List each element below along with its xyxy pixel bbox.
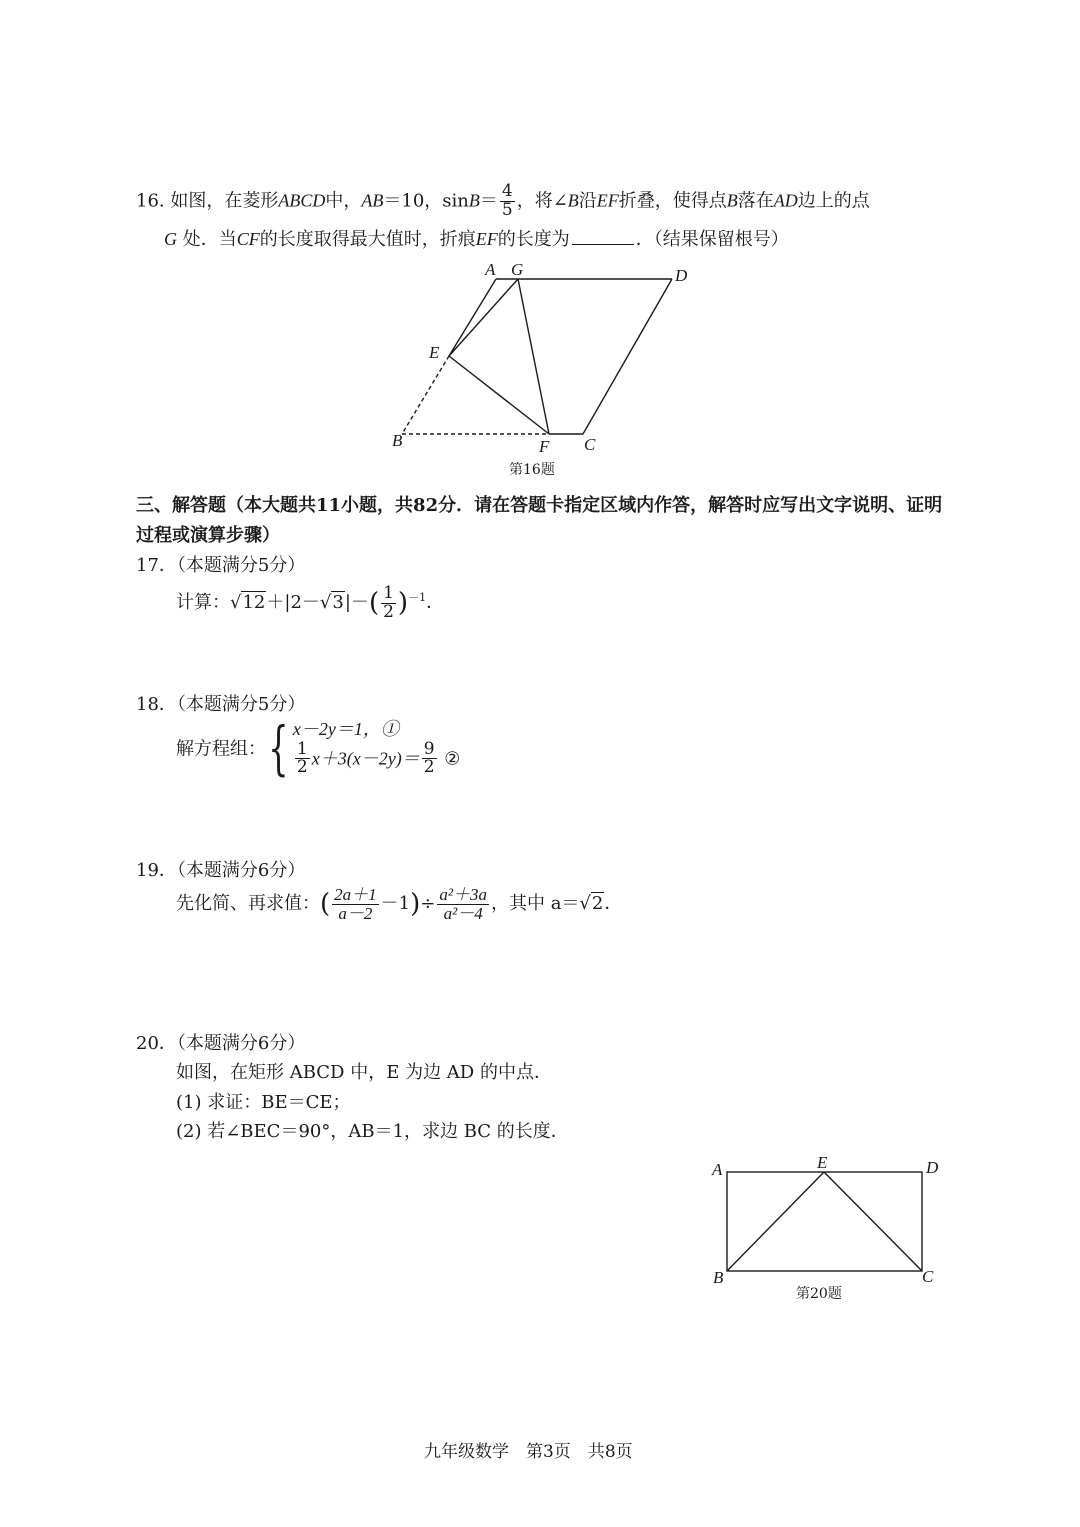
q19-text: －1 <box>380 893 411 914</box>
frac-num: 1 <box>383 582 394 603</box>
q16-caption: 第16题 <box>509 462 555 478</box>
radicand: 12 <box>242 592 266 613</box>
q16-text: ．（结果保留根号） <box>635 229 789 250</box>
segment-EC <box>824 1172 922 1271</box>
segment-EF <box>449 356 549 434</box>
q16-var: EF <box>596 190 619 211</box>
q16-text: 边上的点 <box>797 190 870 212</box>
frac-den: 2 <box>423 757 435 778</box>
label-C: C <box>584 435 596 454</box>
q16-text: 的长度为 <box>497 229 570 250</box>
q16-var: B <box>468 190 480 211</box>
q19-end: ． <box>604 893 623 914</box>
q16-text: 落在 <box>737 190 774 212</box>
q20-caption: 第20题 <box>796 1286 842 1302</box>
answer-blank[interactable] <box>572 228 634 245</box>
eq2-fraction <box>295 738 310 778</box>
q20-line1: 如图，在矩形 ABCD 中，E 为边 AD 的中点． <box>176 1062 552 1083</box>
frac-num: 2a＋1 <box>334 884 377 904</box>
q20-figure <box>705 1150 950 1290</box>
label-F: F <box>539 437 550 456</box>
frac-den: 2 <box>383 601 394 622</box>
brace: { <box>268 713 289 782</box>
page-footer: 九年级数学 第3页 共8页 <box>424 1442 633 1462</box>
segment-GF <box>518 279 549 434</box>
q16-fraction <box>500 183 515 220</box>
q20-line2: (1) 求证：BE＝CE； <box>176 1092 351 1113</box>
q16-var: EF <box>475 229 498 249</box>
q17-text: |－ <box>344 592 369 613</box>
frac-num: 9 <box>423 738 435 759</box>
q16-text: 如图，在菱形 <box>170 190 279 212</box>
radicand: 2 <box>591 893 604 914</box>
q19-fraction-2 <box>437 886 489 923</box>
segment-AE <box>449 279 496 356</box>
q16-var: AB <box>361 190 384 211</box>
q16-var: CF <box>236 229 260 249</box>
sqrt-3: √3 <box>319 592 344 613</box>
divide-sign: ÷ <box>420 893 436 914</box>
q16-var: B <box>726 190 738 211</box>
q19-condition: ，其中 a＝ <box>490 893 580 914</box>
q16-text: 处．当 <box>182 229 237 250</box>
section3-line2: 过程或演算步骤） <box>136 525 280 546</box>
q16-text: 沿 <box>578 190 597 212</box>
sqrt-2: √2 <box>579 893 604 914</box>
q17-end: ． <box>426 592 445 613</box>
q16-var: B <box>567 190 579 211</box>
eq2-mark: ② <box>444 747 461 769</box>
q20-header: 20．（本题满分6分） <box>136 1033 306 1054</box>
label-E: E <box>429 343 440 362</box>
frac-num: a²＋3a <box>439 884 487 904</box>
frac-den: a²－4 <box>443 903 483 923</box>
eq2-body: x＋3(x－2y)＝ <box>311 747 420 768</box>
segment-BE <box>727 1172 824 1271</box>
q16-var: ABCD <box>278 190 326 211</box>
frac-den: a－2 <box>338 903 373 923</box>
equation-system <box>293 718 461 777</box>
label-A: A <box>712 1160 723 1179</box>
label-B: B <box>713 1268 724 1287</box>
sqrt-12: √12 <box>230 592 266 613</box>
q16-var: G <box>164 229 177 249</box>
left-paren: ( <box>368 588 380 618</box>
label-G: G <box>511 260 524 279</box>
label-C: C <box>922 1267 934 1286</box>
q16-frac-num: 4 <box>501 181 513 201</box>
q19-fraction-1 <box>332 886 379 923</box>
segment-EG <box>449 279 518 356</box>
q16-text: 的长度取得最大值时，折痕 <box>259 229 476 250</box>
q16-text: ，将∠ <box>516 190 568 212</box>
q19-prefix: 先化简、再求值： <box>176 893 320 914</box>
q20-line3: (2) 若∠BEC＝90°，AB＝1，求边 BC 的长度． <box>176 1121 569 1142</box>
label-D: D <box>926 1158 939 1177</box>
q16-text: ＝ <box>479 190 498 212</box>
segment-DC <box>583 279 672 434</box>
q16-line1 <box>136 183 870 223</box>
q18-prefix: 解方程组： <box>176 738 266 760</box>
segment-EB <box>402 356 449 434</box>
label-D: D <box>675 266 688 285</box>
q18-header: 18．（本题满分5分） <box>136 694 306 715</box>
q16-figure <box>380 255 710 460</box>
q16-text: 中， <box>325 190 362 212</box>
q19-header: 19．（本题满分6分） <box>136 860 306 881</box>
frac-num: 1 <box>296 738 308 759</box>
label-E: E <box>817 1153 828 1172</box>
exponent: －1 <box>408 591 427 604</box>
q16-var: AD <box>773 190 798 211</box>
q17-expression <box>176 581 444 621</box>
q16-text: ＝10，sin <box>383 190 469 212</box>
q17-text: ＋|2－ <box>266 592 320 613</box>
eq2-rhs <box>422 738 437 778</box>
rectangle-ABCD <box>727 1172 922 1271</box>
q16-line2 <box>164 225 789 251</box>
equation-2 <box>293 738 461 778</box>
q16-frac-den: 5 <box>501 199 513 220</box>
equation-1: x－2y＝1，① <box>292 719 399 739</box>
q18-system <box>176 713 461 782</box>
q19-expression <box>176 884 622 924</box>
right-paren: ) <box>410 889 421 919</box>
q17-prefix: 计算： <box>176 592 230 613</box>
label-B: B <box>392 431 403 450</box>
frac-den: 2 <box>296 757 308 778</box>
label-A: A <box>485 260 496 279</box>
q17-header: 17．（本题满分5分） <box>136 555 306 576</box>
q16-number: 16. <box>136 190 165 212</box>
right-paren: ) <box>397 588 409 618</box>
section3-line1: 三、解答题（本大题共11小题，共82分．请在答题卡指定区域内作答，解答时应写出文字说明、证明 <box>136 495 943 516</box>
radicand: 3 <box>332 592 344 613</box>
left-paren: ( <box>320 889 331 919</box>
q17-fraction <box>381 582 396 622</box>
q16-text: 折叠，使得点 <box>618 190 727 212</box>
